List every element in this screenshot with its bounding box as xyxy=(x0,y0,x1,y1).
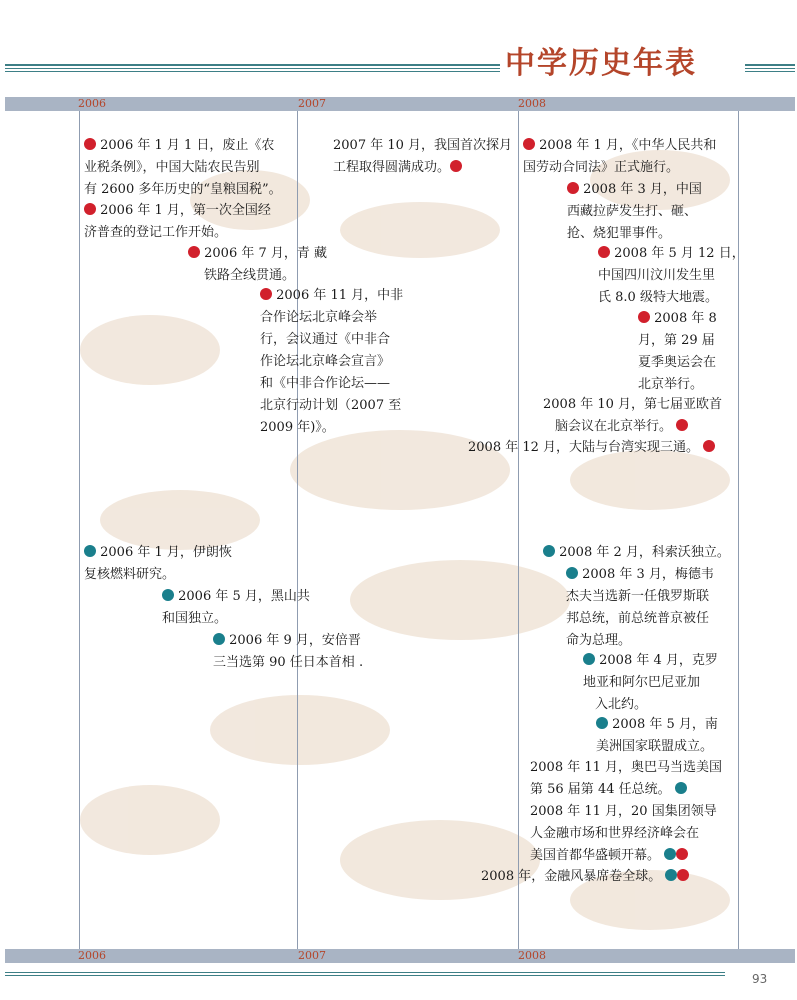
teal-dot-icon xyxy=(566,567,578,579)
red-dot-icon xyxy=(676,848,688,860)
china-event: 2008 年 10 月，第七届亚欧首 脑会议在北京举行。 xyxy=(543,397,723,434)
year-label: 2006 xyxy=(78,97,106,110)
year-label: 2007 xyxy=(298,949,326,962)
world-event: 2008 年 5 月，南 美洲国家联盟成立。 xyxy=(596,717,718,754)
china-event: 2008 年 1 月，《中华人民共和 国劳动合同法》正式施行。 xyxy=(523,138,717,175)
page-number: 93 xyxy=(752,972,768,986)
red-dot-icon xyxy=(567,182,579,194)
red-dot-icon xyxy=(676,419,688,431)
china-event: 2008 年 12 月，大陆与台湾实现三通。 xyxy=(468,437,715,459)
red-dot-icon xyxy=(450,160,462,172)
world-event: 2008 年 11 月，20 国集团领导 人金融市场和世界经济峰会在 美国首都华盛顿开幕。 xyxy=(530,804,717,863)
red-dot-icon xyxy=(84,138,96,150)
china-event: 2006 年 1 月 1 日，废止《农 业税条例》，中国大陆农民告别 有 2600 多年历史的“皇粮国税”。 xyxy=(84,138,282,197)
red-dot-icon xyxy=(84,203,96,215)
world-event: 2008 年 11 月，奥巴马当选美国 第 56 届第 44 任总统。 xyxy=(530,760,723,797)
red-dot-icon xyxy=(523,138,535,150)
year-bar-top xyxy=(5,97,795,111)
year-label: 2006 xyxy=(78,949,106,962)
teal-dot-icon xyxy=(543,545,555,557)
world-event: 2008 年 4 月，克罗 地亚和阿尔巴尼亚加 入北约。 xyxy=(583,653,718,712)
year-bar-bottom xyxy=(5,949,795,963)
world-event: 2006 年 5 月，黑山共 和国独立。 xyxy=(162,589,310,626)
china-event: 2008 年 8 月，第 29 届 夏季奥运会在 北京举行。 xyxy=(638,311,717,392)
world-event: 2008 年 3 月，梅德韦 杰夫当选新一任俄罗斯联 邦总统，前总统普京被任 命为总理。 xyxy=(566,567,714,648)
teal-dot-icon xyxy=(675,782,687,794)
world-event: 2006 年 1 月，伊朗恢 复核燃料研究。 xyxy=(84,545,232,582)
world-event: 2006 年 9 月，安倍晋 三当选第 90 任日本首相 . xyxy=(213,633,364,670)
china-event: 2008 年 3 月，中国 西藏拉萨发生打、砸、 抢、烧犯罪事件。 xyxy=(567,182,702,241)
teal-dot-icon xyxy=(664,848,676,860)
red-dot-icon xyxy=(260,288,272,300)
year-label: 2008 xyxy=(518,97,546,110)
red-dot-icon xyxy=(638,311,650,323)
red-dot-icon xyxy=(598,246,610,258)
teal-dot-icon xyxy=(583,653,595,665)
china-event: 2006 年 11 月，中非 合作论坛北京峰会举 行，会议通过《中非合 作论坛北京峰会宣言》 和《中非合作论坛—— 北京行动计划（2007 至 2009 年)》。 xyxy=(260,288,404,435)
red-dot-icon xyxy=(188,246,200,258)
teal-dot-icon xyxy=(84,545,96,557)
year-label: 2007 xyxy=(298,97,326,110)
red-dot-icon xyxy=(703,440,715,452)
teal-dot-icon xyxy=(665,869,677,881)
china-event: 2006 年 7 月，青 藏 铁路全线贯通。 xyxy=(188,243,327,287)
world-event: 2008 年，金融风暴席卷全球。 xyxy=(481,866,689,888)
year-label: 2008 xyxy=(518,949,546,962)
china-event: 2007 年 10 月，我国首次探月 工程取得圆满成功。 xyxy=(333,138,513,175)
red-dot-icon xyxy=(677,869,689,881)
teal-dot-icon xyxy=(596,717,608,729)
china-event: 2008 年 5 月 12 日， 中国四川汶川发生里 氏 8.0 级特大地震。 xyxy=(598,246,745,305)
world-event: 2008 年 2 月，科索沃独立。 xyxy=(543,542,730,564)
china-event: 2006 年 1 月，第一次全国经 济普查的登记工作开始。 xyxy=(84,203,271,240)
teal-dot-icon xyxy=(213,633,225,645)
teal-dot-icon xyxy=(162,589,174,601)
page-title: 中学历史年表 xyxy=(505,46,697,81)
